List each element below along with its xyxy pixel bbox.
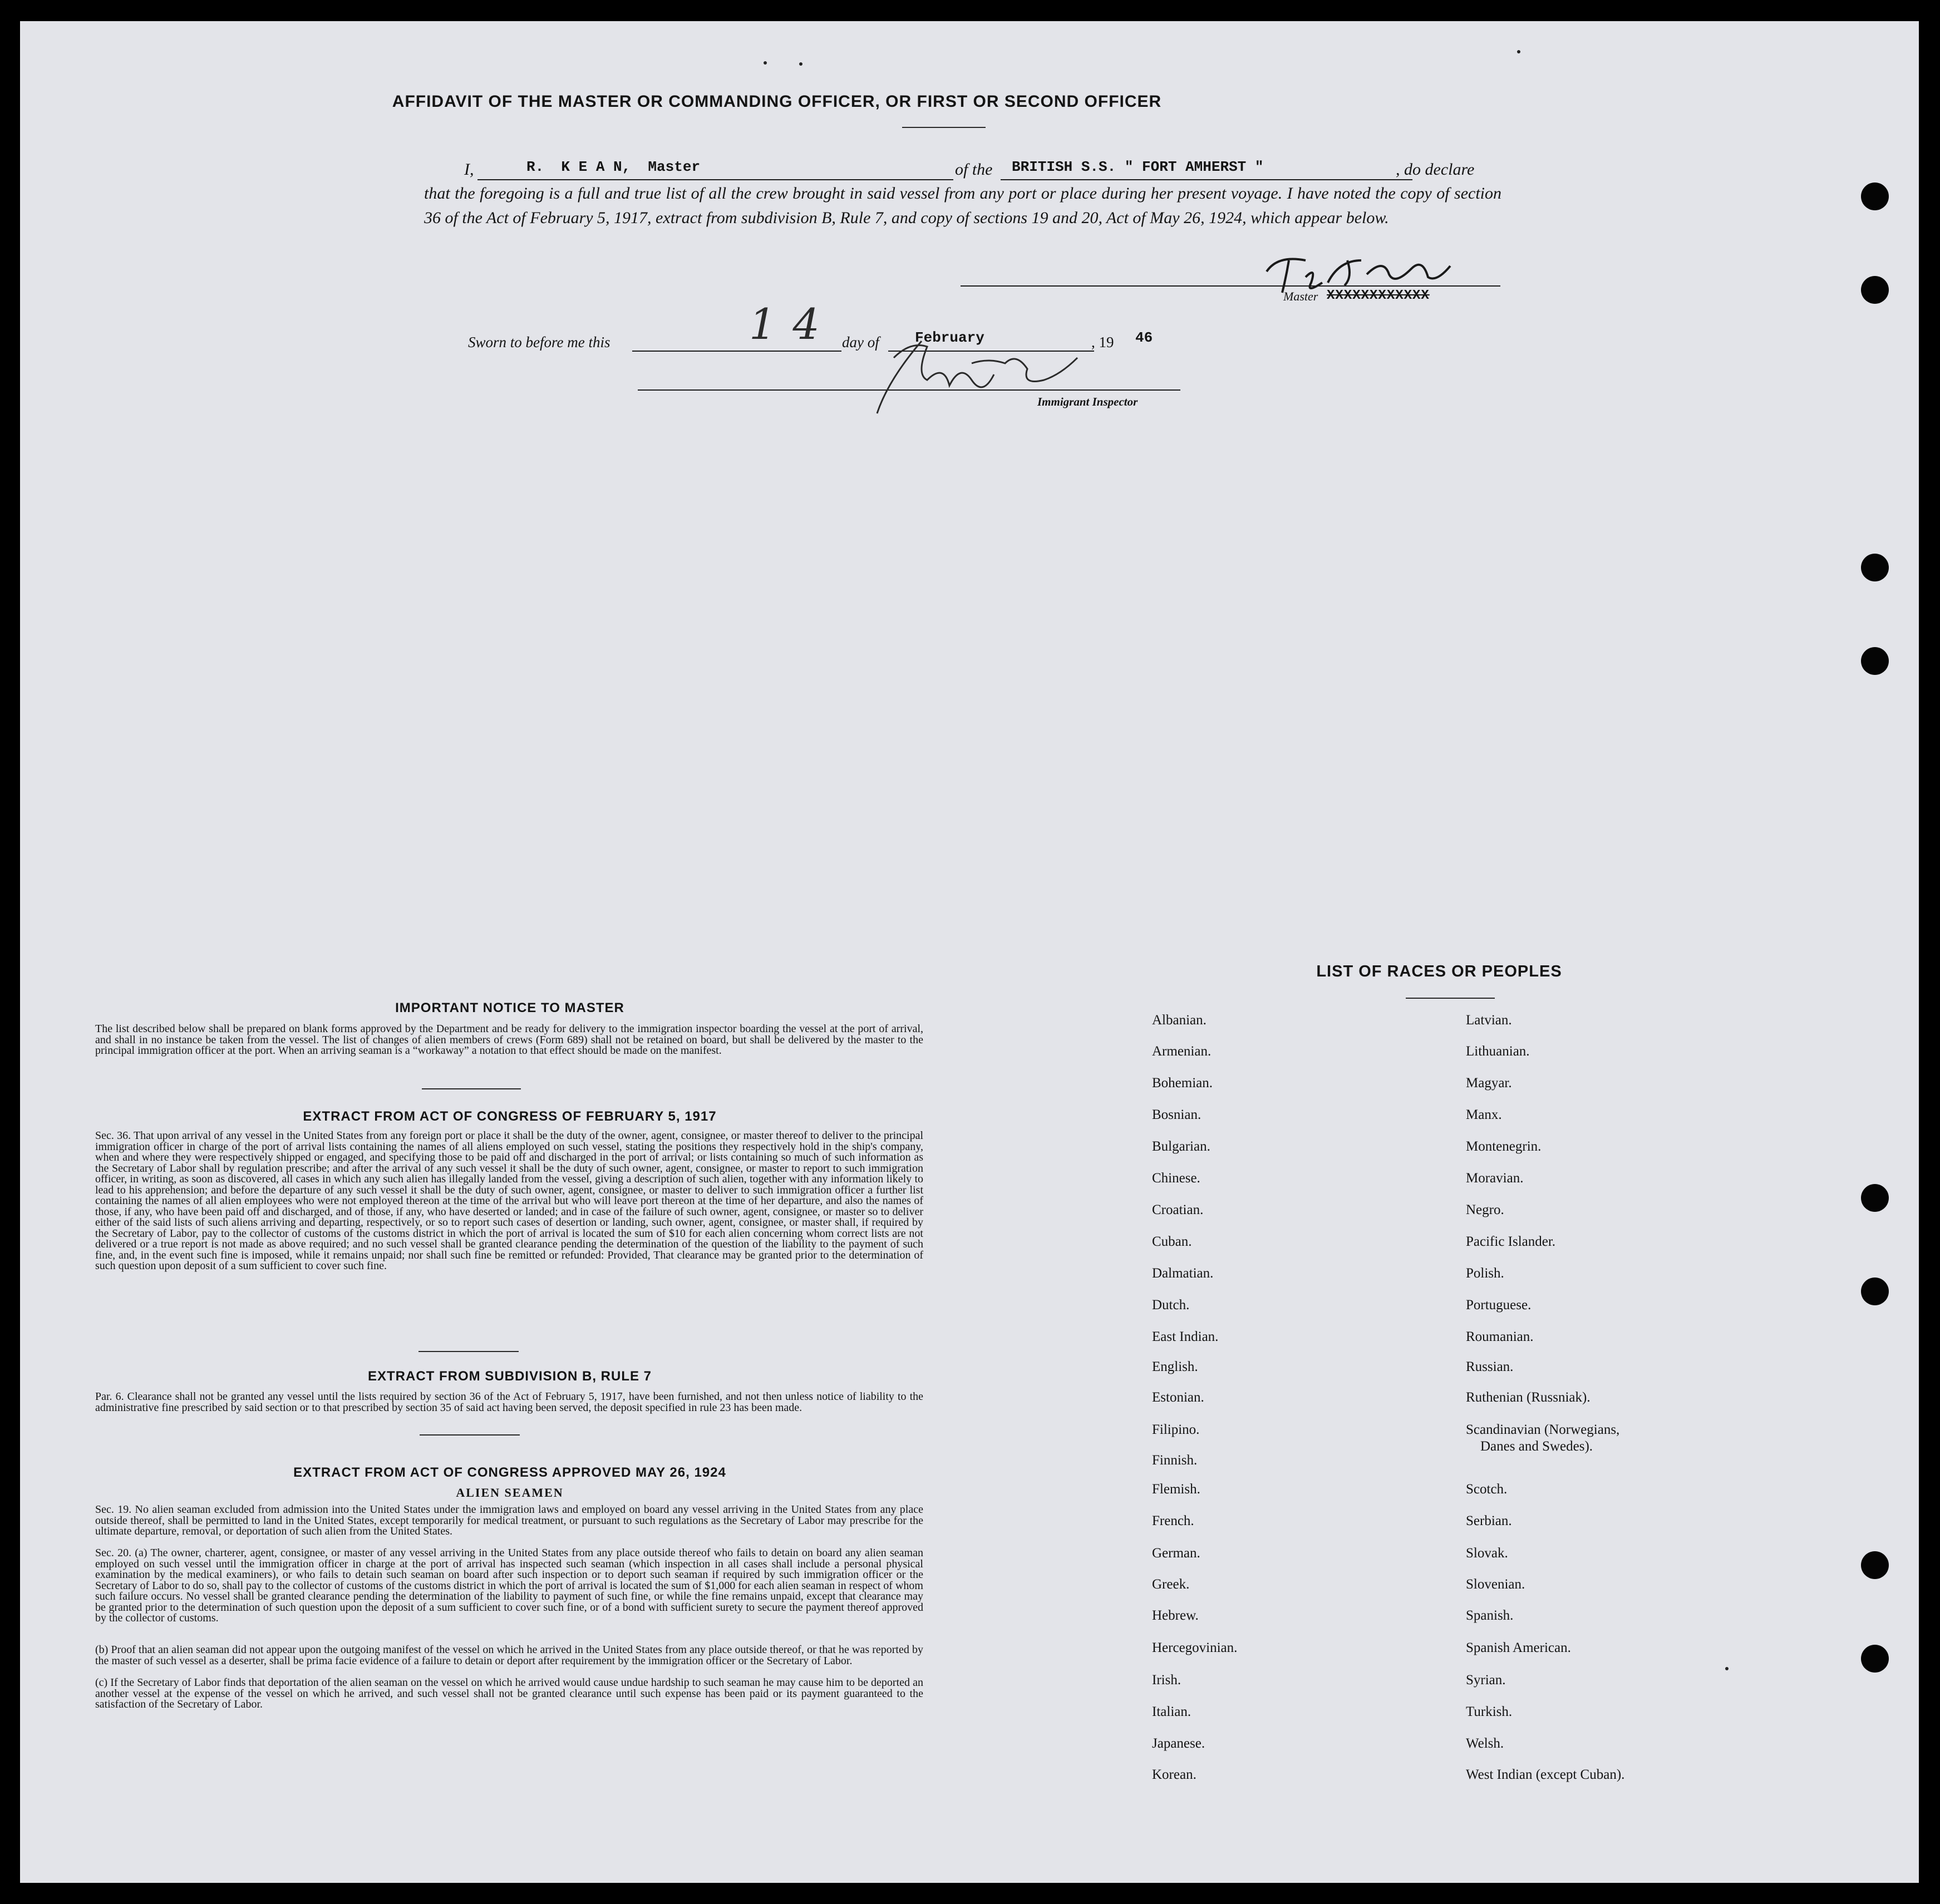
inspector-label: Immigrant Inspector: [1037, 395, 1138, 408]
race-item-left: Estonian.: [1152, 1390, 1204, 1405]
sec19-text: Sec. 19. No alien seaman excluded from admission into the United States under the immigration laws and employed on board any vessel arriving in the United States from any place outside thereof, shall be permitted to land in the United States, except temporarily for medical treatment, or pursuant to such regulations as the Secretary of Labor may prescribe for the ultimate departure, removal, or deportation of such alien from the United States.: [95, 1503, 923, 1537]
race-item-left: Bulgarian.: [1152, 1139, 1210, 1154]
binder-hole: [1861, 1645, 1889, 1673]
do-declare-label: , do declare: [1396, 160, 1475, 179]
race-item-left: German.: [1152, 1546, 1200, 1561]
race-item-right: Montenegrin.: [1466, 1139, 1542, 1154]
extract-1917-text: Sec. 36. That upon arrival of any vessel in the United States from any foreign port or place it shall be the duty of the owner, agent, consignee, or master thereof to deliver to the principal immigration officer in charge of the port of arrival lists containing the names of all aliens employed on such vessel, stating the positions they respectively hold in the ship's company, when and where they were respectively shipped or engaged, and specifying those to be paid off and discharged in the port of arrival; or lists containing so much of such information as the Secretary of Labor shall by regulation prescribe; and after the arrival of any such vessel it shall be the duty of such owner, agent, consignee, or master to report to such immigration officer, in writing, as soon as discovered, all cases in which any such alien has illegally landed from the vessel, giving a description of such alien, together with any information likely to lead to his apprehension; and before the departure of any such vessel it shall be the duty of such owner, agent, consignee, or master to deliver to such immigration officer a further list containing the names of all alien employees who were not employed thereon at the time of the arrival but who will leave port thereon at the time of her departure, and also the names of those, if any, who have been paid off and discharged, and of those, if any, who have deserted or landed; and in case of the failure of such owner, agent, consignee, or master so to deliver either of the said lists of such aliens arriving and departing, respectively, or so to report such cases of desertion or landing, such owner, agent, consignee, or master shall, if required by the Secretary of Labor, pay to the collector of customs of the customs district in which the port of arrival is located the sum of $10 for each alien concerning whom correct lists are not delivered or a true report is not made as above required; and no such vessel shall be granted clearance pending the determination of the question of the liability to the payment of such fine, and, in the event such fine is imposed, while it remains unpaid; nor shall such fine be remitted or refunded: Provided, That clearance may be granted prior to the determination of such question upon deposit of a sum sufficient to cover such fine.: [95, 1129, 923, 1272]
sec20c-text: (c) If the Secretary of Labor finds that deportation of the alien seaman on the vessel on which he arrived would cause undue hardship to such seaman he may cause him to be deported an another vessel at the expense of the vessel on which he arrived, and such vessel shall not be granted clearance until such expense has been paid or its payment guaranteed to the satisfaction of the Secretary of Labor.: [95, 1676, 923, 1710]
race-item-right: Portuguese.: [1466, 1298, 1532, 1313]
race-item-left: Chinese.: [1152, 1171, 1200, 1186]
struck-officer-titles: XXXXXXXXXXXX: [1327, 288, 1430, 303]
race-item-right: Latvian.: [1466, 1013, 1512, 1028]
race-item-right: Welsh.: [1466, 1736, 1504, 1751]
of-the-label: of the: [955, 160, 993, 179]
paper-speck: [1517, 50, 1520, 53]
alien-seamen-subtitle: ALIEN SEAMEN: [456, 1486, 564, 1499]
race-item-left: Hercegovinian.: [1152, 1640, 1238, 1655]
race-item-right: Russian.: [1466, 1359, 1514, 1374]
race-item-left: East Indian.: [1152, 1329, 1219, 1344]
vessel-name-line: [1001, 179, 1412, 180]
sworn-month-value: February: [915, 329, 984, 346]
race-item-right: Spanish.: [1466, 1608, 1514, 1623]
race-item-left: Hebrew.: [1152, 1608, 1199, 1623]
race-item-left: Dutch.: [1152, 1298, 1190, 1313]
race-item-left: Bohemian.: [1152, 1076, 1213, 1091]
master-label: Master: [1283, 289, 1318, 303]
sworn-day-line: [632, 351, 841, 352]
paper-speck: [799, 62, 802, 66]
declaration-body: that the foregoing is a full and true list of all the crew brought in said vessel from any port or place during her present voyage. I have noted the copy of section 36 of the Act of February 5, 1917, extract from subdivision B, Rule 7, and copy of sections 19 and 20, Act of May 26, 1924, which appear below.: [424, 184, 1501, 227]
day-of-label: day of: [842, 334, 879, 351]
race-item-right: Danes and Swedes).: [1480, 1439, 1593, 1454]
race-item-right: Scandinavian (Norwegians,: [1466, 1422, 1620, 1437]
race-item-right: Serbian.: [1466, 1513, 1512, 1528]
binder-hole: [1861, 182, 1889, 210]
rule7-title: EXTRACT FROM SUBDIVISION B, RULE 7: [367, 1369, 652, 1384]
notice-divider: [422, 1088, 521, 1089]
document-page: [20, 21, 1919, 1883]
paper-speck: [1725, 1667, 1729, 1670]
extract-1917-title: EXTRACT FROM ACT OF CONGRESS OF FEBRUARY 5, 1917: [303, 1109, 717, 1124]
rule7-text: Par. 6. Clearance shall not be granted any vessel until the lists required by section 36 of the Act of February 5, 1917, have been furnished, and not then unless notice of liability to the administrative fine prescribed by said section or to that prescribed by section 35 of said act having been served, the deposit specified in rule 23 has been made.: [95, 1390, 923, 1414]
notice-text: The list described below shall be prepared on blank forms approved by the Department and be ready for delivery to the immigration inspector boarding the vessel at the port of arrival, and shall in no instance be taken from the vessel. The list of changes of alien members of crews (Form 689) shall not be retained on board, but shall be delivered by the master to the principal immigration officer at the port. When an arriving seaman is a “workaway” a notation to that effect should be made on the manifest.: [95, 1023, 923, 1057]
race-item-left: Armenian.: [1152, 1044, 1212, 1059]
race-item-right: Scotch.: [1466, 1482, 1508, 1497]
vessel-name-value: BRITISH S.S. " FORT AMHERST ": [1012, 159, 1264, 175]
year-prefix: , 19: [1091, 334, 1114, 351]
race-item-left: Korean.: [1152, 1767, 1197, 1782]
race-item-right: Magyar.: [1466, 1076, 1512, 1091]
title-divider: [902, 127, 986, 128]
affidavit-title: AFFIDAVIT OF THE MASTER OR COMMANDING OFFICER, OR FIRST OR SECOND OFFICER: [392, 92, 1162, 111]
race-item-right: Pacific Islander.: [1466, 1234, 1556, 1249]
race-item-right: Moravian.: [1466, 1171, 1524, 1186]
extract-1924-title: EXTRACT FROM ACT OF CONGRESS APPROVED MAY 26, 1924: [293, 1465, 726, 1480]
race-item-right: Ruthenian (Russniak).: [1466, 1390, 1591, 1405]
race-item-left: Croatian.: [1152, 1202, 1204, 1217]
race-item-right: Syrian.: [1466, 1673, 1506, 1688]
rule7-divider: [420, 1434, 520, 1436]
race-item-right: Slovenian.: [1466, 1577, 1525, 1592]
race-item-right: Roumanian.: [1466, 1329, 1534, 1344]
race-item-right: Turkish.: [1466, 1704, 1513, 1719]
race-item-left: Finnish.: [1152, 1453, 1198, 1468]
race-item-left: Bosnian.: [1152, 1107, 1202, 1122]
binder-hole: [1861, 276, 1889, 304]
race-item-right: Lithuanian.: [1466, 1044, 1530, 1059]
master-name-value: R. K E A N, Master: [526, 159, 701, 175]
sec20b-text: (b) Proof that an alien seaman did not appear upon the outgoing manifest of the vessel on which he arrived in the United States from any place outside thereof, or that he was reported by the master of such vessel as a deserter, shall be prima facie evidence of a failure to detain or deport after requirement by the immigration officer or the Secretary of Labor.: [95, 1644, 923, 1667]
race-item-right: West Indian (except Cuban).: [1466, 1767, 1625, 1782]
race-item-left: Cuban.: [1152, 1234, 1192, 1249]
race-item-left: Japanese.: [1152, 1736, 1205, 1751]
sworn-day-value: 14: [749, 299, 836, 349]
race-item-left: Italian.: [1152, 1704, 1191, 1719]
binder-hole: [1861, 1551, 1889, 1579]
race-item-right: Spanish American.: [1466, 1640, 1571, 1655]
binder-hole: [1861, 1184, 1889, 1212]
binder-hole: [1861, 1277, 1889, 1305]
races-title: LIST OF RACES OR PEOPLES: [1316, 963, 1562, 980]
binder-hole: [1861, 647, 1889, 675]
declaration-prefix: I,: [464, 160, 474, 179]
race-item-left: Greek.: [1152, 1577, 1190, 1592]
binder-hole: [1861, 554, 1889, 581]
notice-title: IMPORTANT NOTICE TO MASTER: [395, 1000, 624, 1015]
extract-1917-divider: [418, 1351, 519, 1352]
master-signature: [1255, 244, 1500, 294]
race-item-left: Filipino.: [1152, 1422, 1200, 1437]
race-item-left: Flemish.: [1152, 1482, 1200, 1497]
sec20a-text: Sec. 20. (a) The owner, charterer, agent, consignee, or master of any vessel arriving in the United States from any place outside thereof who fails to detain on board any alien seaman employed on such vessel until the immigration officer in charge at the port of arrival has inspected such seaman (which inspection in all cases shall include a personal physical examination by the medical examiners), or who fails to detain such seaman on board after such inspection or to deport such seaman if required by such immigration officer or the Secretary of Labor to do so, shall pay to the collector of customs of the customs district in which the port of arrival is located the sum of $1,000 for each alien seaman in respect of whom such failure occurs. No vessel shall be granted clearance pending the determination of the liability to payment of such fine, or while the fine remains unpaid, except that clearance may be granted prior to the determination of such question upon the deposit of a sum sufficient to cover such fine, or of a bond with sufficient surety to secure the payment thereof approved by the collector of customs.: [95, 1547, 923, 1624]
race-item-left: English.: [1152, 1359, 1198, 1374]
master-name-line: [477, 179, 953, 180]
race-item-right: Slovak.: [1466, 1546, 1508, 1561]
sworn-label: Sworn to before me this: [468, 334, 610, 351]
race-item-left: French.: [1152, 1513, 1194, 1528]
race-item-left: Irish.: [1152, 1673, 1181, 1688]
race-item-left: Albanian.: [1152, 1013, 1207, 1028]
races-divider: [1406, 998, 1495, 999]
race-item-right: Polish.: [1466, 1266, 1504, 1281]
sworn-year-value: 46: [1135, 329, 1153, 346]
paper-speck: [764, 61, 767, 65]
race-item-right: Manx.: [1466, 1107, 1502, 1122]
race-item-left: Dalmatian.: [1152, 1266, 1214, 1281]
race-item-right: Negro.: [1466, 1202, 1504, 1217]
